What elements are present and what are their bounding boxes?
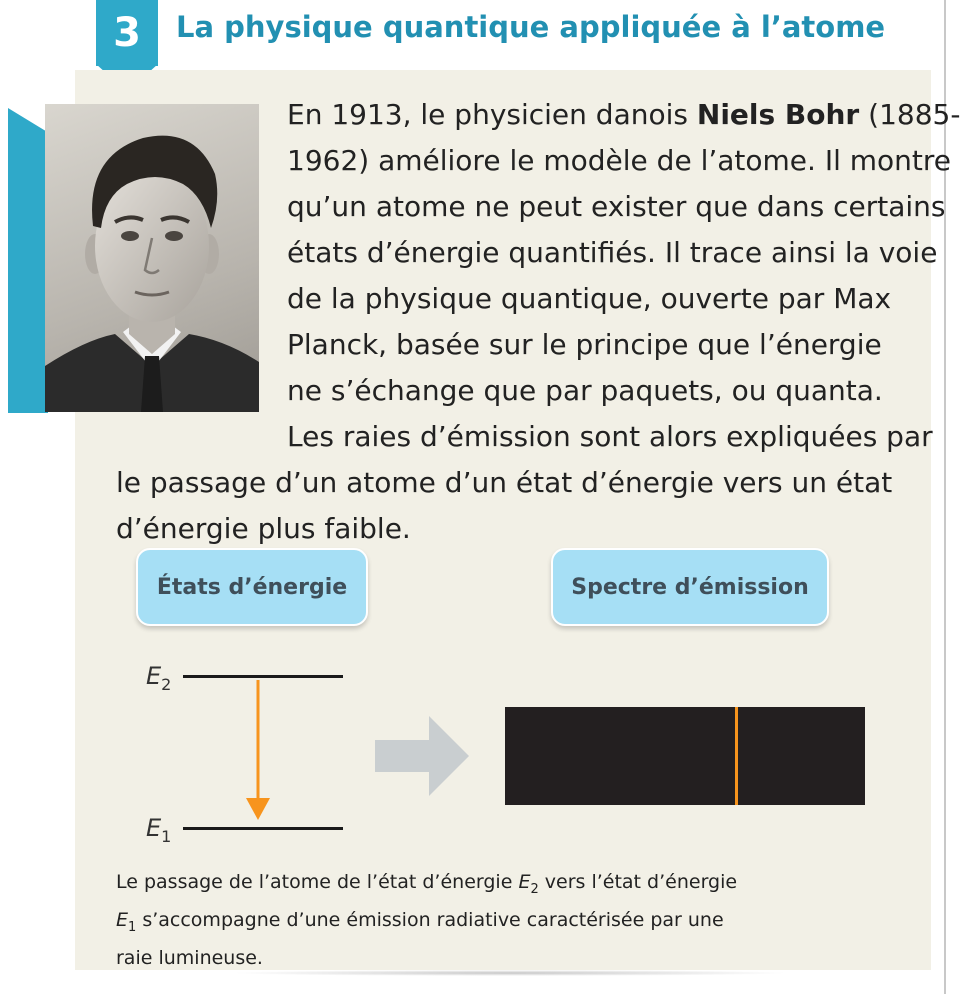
e1-label (146, 814, 171, 846)
e2-label (146, 662, 171, 694)
body-line-7: ne s’échange que par paquets, ou quanta. (287, 374, 883, 407)
caption-line-2 (116, 905, 876, 943)
caption-line-1-end: vers l’état d’énergie (538, 871, 738, 893)
caption-e2-symbol: E (518, 871, 531, 893)
transition-arrow (240, 680, 280, 824)
body-line-10: d’énergie plus faible. (116, 512, 411, 545)
caption-line-1 (116, 867, 876, 905)
body-line-9: le passage d’un atome d’un état d’énergie vers un état (116, 466, 893, 499)
body-line-3: qu’un atome ne peut exister que dans certains (287, 190, 946, 223)
e2-subscript: 2 (161, 674, 172, 694)
caption-line-2-end: s’accompagne d’une émission radiative caractérisée par une (136, 908, 724, 931)
energy-level-e2 (183, 675, 343, 678)
energy-level-e1 (183, 827, 343, 830)
e2-letter: E (146, 662, 162, 690)
diagram-caption (116, 867, 876, 973)
emission-spectrum-label-text: Spectre d’émission (571, 574, 809, 600)
caption-e1-subscript: 1 (128, 919, 137, 935)
body-line-2: 1962) améliore le modèle de l’atome. Il montre (287, 144, 952, 177)
body-line-6: Planck, basée sur le principe que l’énergie (287, 328, 882, 361)
body-line-1-start: En 1913, le physicien danois (287, 98, 697, 131)
caption-line-3: raie lumineuse. (116, 946, 263, 969)
e1-letter: E (146, 814, 162, 842)
energy-states-label-text: États d’énergie (156, 574, 348, 600)
section-number: 3 (113, 10, 141, 56)
energy-states-label (136, 548, 368, 626)
body-line-1-end: (1885- (859, 98, 960, 131)
emission-spectrum-band (505, 707, 865, 805)
body-line-8: Les raies d’émission sont alors expliquées par (287, 420, 933, 453)
emission-spectrum-label (551, 548, 829, 626)
caption-line-1-start: Le passage de l’atome de l’état d’énergie (116, 871, 519, 893)
process-arrow-icon (375, 716, 471, 796)
photo-accent-bar (8, 108, 48, 413)
caption-e1-symbol: E (116, 908, 129, 931)
e1-subscript: 1 (161, 826, 172, 846)
section-title: La physique quantique appliquée à l’atome (176, 10, 886, 44)
caption-e2-subscript: 2 (530, 881, 539, 897)
body-line-4: états d’énergie quantifiés. Il trace ainsi la voie (287, 236, 938, 269)
body-line-5: de la physique quantique, ouverte par Max (287, 282, 892, 315)
body-paragraph (116, 92, 960, 552)
scientist-name: Niels Bohr (696, 98, 860, 131)
body-line-1 (116, 92, 960, 138)
section-number-badge (96, 0, 158, 66)
emission-spectral-line (735, 707, 738, 805)
